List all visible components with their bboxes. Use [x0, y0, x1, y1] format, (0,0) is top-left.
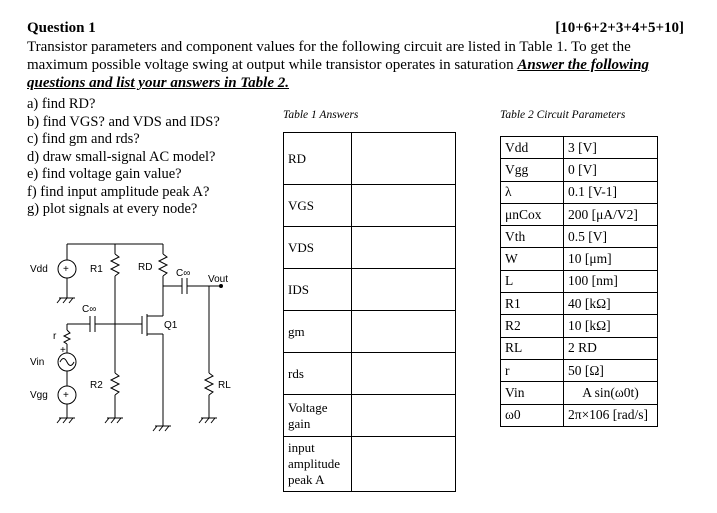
table-row — [501, 270, 658, 292]
rl-label: RL — [218, 380, 231, 391]
table-row — [501, 293, 658, 315]
table-row — [501, 181, 658, 203]
param-value: 2 RD — [564, 337, 658, 359]
answer-cell[interactable] — [352, 133, 456, 185]
answer-cell[interactable] — [352, 185, 456, 227]
table-row — [501, 315, 658, 337]
question-intro — [27, 38, 687, 92]
param-value: 3 [V] — [564, 137, 658, 159]
table-row — [501, 248, 658, 270]
param-name: Vgg — [501, 159, 564, 181]
table-row — [501, 203, 658, 225]
vdd-label: Vdd — [30, 264, 48, 275]
param-name: Vin — [501, 382, 564, 404]
question-item: c) find gm and rds? — [27, 131, 140, 147]
answer-label: VDS — [284, 227, 352, 269]
points-breakdown: [10+6+2+3+4+5+10] — [555, 20, 684, 36]
table-row — [284, 227, 456, 269]
answer-cell[interactable] — [352, 395, 456, 437]
answers-table — [283, 132, 456, 492]
circuit-diagram — [24, 236, 244, 436]
q1-label: Q1 — [164, 320, 178, 331]
table-row — [501, 359, 658, 381]
param-value: A sin(ω0t) — [564, 382, 658, 404]
param-name: λ — [501, 181, 564, 203]
param-value: 200 [μA/V2] — [564, 203, 658, 225]
table1-caption: Table 1 Answers — [283, 109, 359, 121]
input-capacitor-label: C∞ — [82, 304, 97, 315]
intro-text: Transistor parameters and component values for the following circuit are listed in Table 1. To get the maximum possible voltage swing at output while transistor operates in saturation — [27, 39, 631, 73]
param-name: ω0 — [501, 404, 564, 426]
r-resistor-icon — [64, 330, 70, 344]
r2-label: R2 — [90, 380, 103, 391]
param-value: 0 [V] — [564, 159, 658, 181]
answer-label: input amplitude peak A — [284, 437, 352, 492]
param-value: 10 [μm] — [564, 248, 658, 270]
vout-label: Vout — [208, 274, 229, 285]
rl-resistor-icon — [205, 373, 213, 395]
r-label: r — [53, 331, 57, 342]
parameters-table — [500, 136, 658, 427]
param-name: R1 — [501, 293, 564, 315]
table-row — [284, 311, 456, 353]
table-row — [284, 269, 456, 311]
output-capacitor-label: C∞ — [176, 268, 191, 279]
answer-label: RD — [284, 133, 352, 185]
answer-cell[interactable] — [352, 353, 456, 395]
param-value: 100 [nm] — [564, 270, 658, 292]
table-row — [284, 133, 456, 185]
param-name: Vth — [501, 226, 564, 248]
param-name: r — [501, 359, 564, 381]
question-item: f) find input amplitude peak A? — [27, 183, 210, 200]
param-value: 50 [Ω] — [564, 359, 658, 381]
param-name: R2 — [501, 315, 564, 337]
param-name: RL — [501, 337, 564, 359]
table-row — [284, 395, 456, 437]
param-name: L — [501, 270, 564, 292]
r2-resistor-icon — [111, 373, 119, 395]
plus-sign-icon: + — [60, 345, 66, 356]
table-row — [501, 137, 658, 159]
plus-sign-icon: + — [63, 390, 69, 401]
answer-label: VGS — [284, 185, 352, 227]
rd-resistor-icon — [159, 254, 167, 276]
answer-label: Voltage gain — [284, 395, 352, 437]
param-name: Vdd — [501, 137, 564, 159]
question-title: Question 1 — [27, 20, 96, 36]
param-value: 0.5 [V] — [564, 226, 658, 248]
question-item: b) find VGS? and VDS and IDS? — [27, 113, 220, 130]
table-row — [501, 404, 658, 426]
param-value: 2π×106 [rad/s] — [564, 404, 658, 426]
table-row — [501, 159, 658, 181]
param-value: 40 [kΩ] — [564, 293, 658, 315]
vgg-label: Vgg — [30, 390, 48, 401]
question-list — [27, 96, 220, 219]
answer-cell[interactable] — [352, 227, 456, 269]
question-item: g) plot signals at every node? — [27, 201, 198, 217]
answer-label: gm — [284, 311, 352, 353]
table-row — [284, 437, 456, 492]
answer-cell[interactable] — [352, 269, 456, 311]
table-row — [284, 353, 456, 395]
param-value: 0.1 [V-1] — [564, 181, 658, 203]
r1-label: R1 — [90, 264, 103, 275]
answer-cell[interactable] — [352, 311, 456, 353]
intro-emphasis: Answer the following questions and list your answers in Table 2. — [27, 57, 650, 91]
question-item: e) find voltage gain value? — [27, 166, 182, 182]
plus-sign-icon: + — [63, 264, 69, 275]
question-item: a) find RD? — [27, 96, 96, 112]
answer-label: IDS — [284, 269, 352, 311]
table-row — [501, 337, 658, 359]
table2-caption: Table 2 Circuit Parameters — [500, 109, 626, 121]
table-row — [501, 382, 658, 404]
table-row — [501, 226, 658, 248]
answer-cell[interactable] — [352, 437, 456, 492]
r1-resistor-icon — [111, 254, 119, 276]
param-name: μnCox — [501, 203, 564, 225]
answer-label: rds — [284, 353, 352, 395]
rd-label: RD — [138, 262, 153, 273]
vin-label: Vin — [30, 357, 45, 368]
param-value: 10 [kΩ] — [564, 315, 658, 337]
question-item: d) draw small-signal AC model? — [27, 148, 216, 165]
param-name: W — [501, 248, 564, 270]
table-row — [284, 185, 456, 227]
